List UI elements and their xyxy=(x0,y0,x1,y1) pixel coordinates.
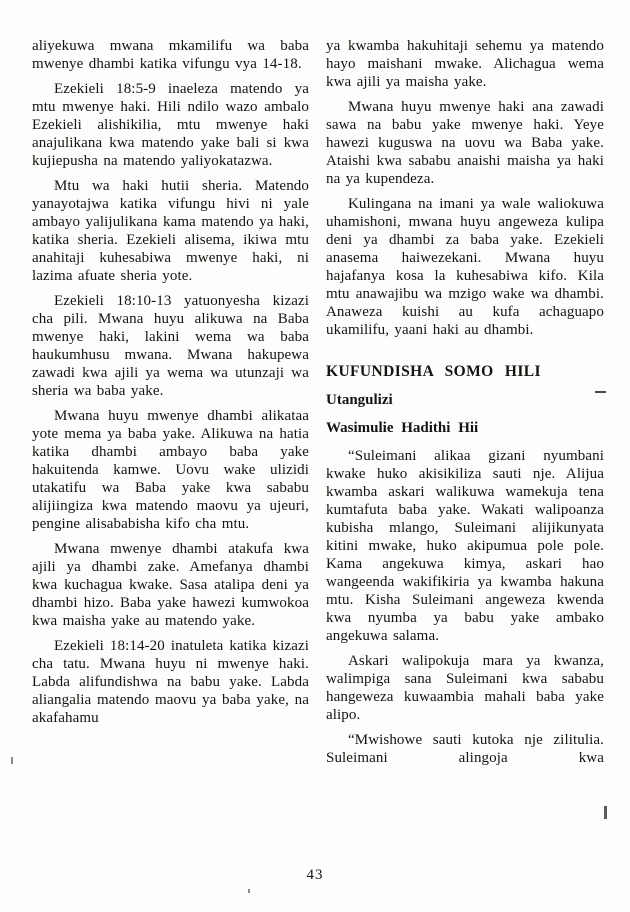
scan-artifact-right-bar xyxy=(604,806,607,819)
right-column xyxy=(326,37,604,774)
section-heading-kufundisha: KUFUNDISHA SOMO HILI xyxy=(326,363,541,380)
paragraph-ezekieli-18-5-9: Ezekieli 18:5-9 inaeleza matendo ya mtu mwenye haki. Hili ndilo wazo ambalo Ezekieli alishikilia, mtu mwenye haki anajulikana kwa matendo yake bali si kwa kujiepusha na matendo yaliyokatazwa. xyxy=(32,81,309,169)
paragraph-mwana-mwenye-dhambi: Mwana huyu mwenye dhambi alikataa yote mema ya baba yake. Alikuwa na hatia katika dhambi ambayo baba yake hakuitenda kamwe. Uovu wake ulizidi utakatifu wa Baba yake kwa sababu alijiingiza kwa matendo maovu ya ujeuri, pengine alisababisha kifo cha mtu. xyxy=(32,408,309,532)
paragraph-continuation: aliyekuwa mwana mkamilifu wa baba mwenye dhambi katika vifungu vya 14-18. xyxy=(32,38,309,72)
scan-artifact-left-tick xyxy=(11,757,13,764)
paragraph-ezekieli-18-10-13: Ezekieli 18:10-13 yatuonyesha kizazi cha pili. Mwana huyu alikuwa na Baba mwenye haki, lakini wema wa baba haukumhusu mwana. Mwana hakupewa zawadi kwa ajili ya wema wa utunzaji wa sheria wa baba yake. xyxy=(32,293,309,399)
paragraph-continuation-right: ya kwamba hakuhitaji sehemu ya matendo hayo maishani mwake. Alichagua wema kwa ajili ya maisha yake. xyxy=(326,38,604,90)
paragraph-story-suleimani: “Suleimani alikaa gizani nyumbani kwake huko akisikiliza sauti nje. Alijua kwamba askari walikuwa wamekuja tena kumtafuta baba yake. Wakati walipoanza kubisha mlango, Suleimani alijikunyata kitini mwake, huko akipumua pole pole. Kama angekuwa kimya, askari hao wangeenda wakifikiria ya kwamba hakuna mtu. Kisha Suleimani angeweza kwenda kwa nyumba ya babu yake ambako angekuwa salama. xyxy=(326,448,604,644)
page-number: 43 xyxy=(306,867,324,883)
subheading-wasimulie-hadithi: Wasimulie Hadithi Hii xyxy=(326,420,479,436)
paragraph-story-mwishowe: “Mwishowe sauti kutoka nje zilitulia. Suleimani alingoja kwa xyxy=(326,732,604,766)
paragraph-ezekieli-18-14-20: Ezekieli 18:14-20 inatuleta katika kizazi cha tatu. Mwana huyu ni mwenye haki. Labda alifundishwa na babu yake. Labda aliangalia matendo maovu ya baba yake, na akafahamu xyxy=(32,638,309,726)
scan-artifact-dash xyxy=(595,391,606,393)
paragraph-mwana-mwenye-haki: Mwana huyu mwenye haki ana zawadi sawa na babu yake mwenye haki. Yeye hawezi kuguswa na uovu wa Baba yake. Ataishi kwa sababu anaishi maisha ya haki na ya kupendeza. xyxy=(326,99,604,187)
left-column xyxy=(32,37,309,774)
paragraph-mwana-atakufa: Mwana mwenye dhambi atakufa kwa ajili ya dhambi zake. Amefanya dhambi kwa kuchagua kwake. Sasa atalipa deni ya dhambi hizo. Baba yake hawezi kumwokoa kwa maisha yake au matendo yake. xyxy=(32,541,309,629)
subheading-utangulizi: Utangulizi xyxy=(326,392,393,408)
paragraph-kulingana: Kulingana na imani ya wale waliokuwa uhamishoni, mwana huyu angeweza kulipa deni ya dhambi za baba yake. Ezekieli anasema haiwezekani. Mwana huyu hajafanya kosa la kuhesabiwa kifo. Kila mtu anawajibu wa mzigo wake wa dhambi. Anaweza kuishi au kufa achaguapo ukamilifu, yaani haki au dhambi. xyxy=(326,196,604,338)
scan-artifact-dot xyxy=(248,889,250,893)
paragraph-story-askari: Askari walipokuja mara ya kwanza, walimpiga sana Suleimani kwa sababu hangeweza kuwaambia mahali baba yake alipo. xyxy=(326,653,604,723)
paragraph-mtu-wa-haki: Mtu wa haki hutii sheria. Matendo yanayotajwa katika vifungu hivi ni yale ambayo yalijulikana kama matendo ya haki, katika sheria. Ezekieli alisema, ikiwa mtu anahitaji kuhesabiwa mwenye haki, ni lazima afuate sheria yote. xyxy=(32,178,309,284)
